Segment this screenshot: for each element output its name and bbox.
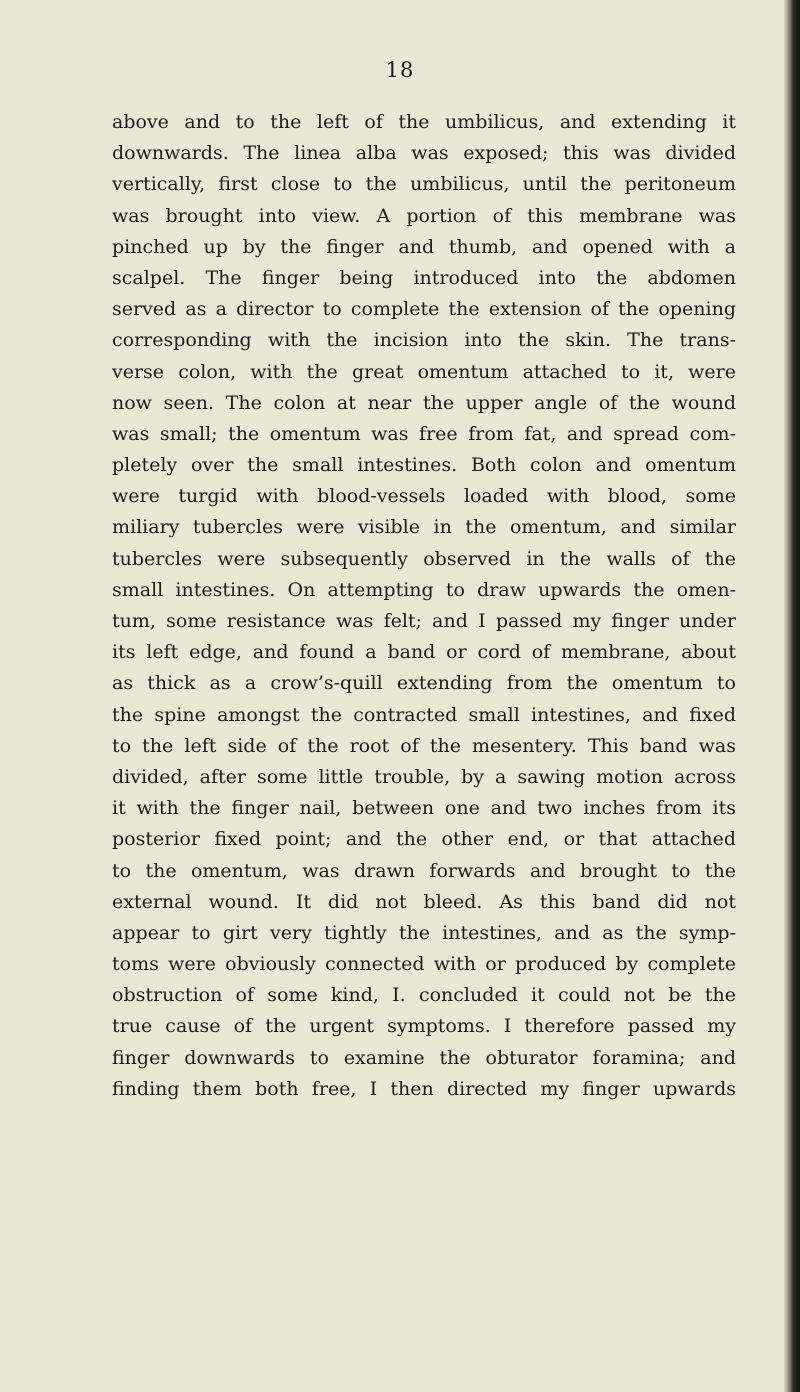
text-line: verse colon, with the great omentum attached to it, were <box>112 360 736 383</box>
text-line: obstruction of some kind, I. concluded it could not be the <box>112 984 736 1007</box>
text-line: to the left side of the root of the mesentery. This band was <box>112 734 736 757</box>
text-line: as thick as a crow’s-quill extending from the omentum to <box>112 672 736 695</box>
text-line: were turgid with blood-vessels loaded with blood, some <box>112 485 736 508</box>
text-line: now seen. The colon at near the upper angle of the wound <box>112 391 736 414</box>
text-line: finding them both free, I then directed my finger upwards <box>112 1077 736 1100</box>
text-line: divided, after some little trouble, by a sawing motion across <box>112 765 736 788</box>
text-line: miliary tubercles were visible in the omentum, and similar <box>112 516 736 539</box>
text-line: to the omentum, was drawn forwards and brought to the <box>112 859 736 882</box>
text-line: pinched up by the finger and thumb, and opened with a <box>112 235 736 258</box>
text-line: was small; the omentum was free from fat, and spread com- <box>112 422 736 445</box>
text-line: pletely over the small intestines. Both colon and omentum <box>112 454 736 477</box>
text-line: toms were obviously connected with or produced by complete <box>112 953 736 976</box>
text-line: posterior fixed point; and the other end, or that attached <box>112 828 736 851</box>
page-number: 18 <box>385 58 415 82</box>
text-line: scalpel. The finger being introduced into the abdomen <box>112 266 736 289</box>
text-line: the spine amongst the contracted small intestines, and fixed <box>112 703 736 726</box>
body-text <box>112 107 736 1105</box>
text-line: served as a director to complete the extension of the opening <box>112 298 736 321</box>
text-line: tum, some resistance was felt; and I passed my finger under <box>112 610 736 632</box>
text-line: vertically, first close to the umbilicus, until the peritoneum <box>112 173 736 196</box>
text-line: tubercles were subsequently observed in the walls of the <box>112 547 736 570</box>
page-edge-shadow <box>784 0 800 1392</box>
text-line: corresponding with the incision into the skin. The trans- <box>112 329 736 352</box>
text-line: appear to girt very tightly the intestines, and as the symp- <box>112 921 736 944</box>
text-line: it with the finger nail, between one and two inches from its <box>112 797 736 820</box>
text-line: small intestines. On attempting to draw upwards the omen- <box>112 578 736 601</box>
text-line: was brought into view. A portion of this membrane was <box>112 204 736 227</box>
text-line: true cause of the urgent symptoms. I therefore passed my <box>112 1015 736 1038</box>
text-line: above and to the left of the umbilicus, and extending it <box>112 111 736 133</box>
text-line: external wound. It did not bleed. As this band did not <box>112 890 736 913</box>
text-line: downwards. The linea alba was exposed; this was divided <box>112 142 736 165</box>
text-line: finger downwards to examine the obturator foramina; and <box>112 1046 736 1069</box>
text-line: its left edge, and found a band or cord of membrane, about <box>112 641 736 664</box>
